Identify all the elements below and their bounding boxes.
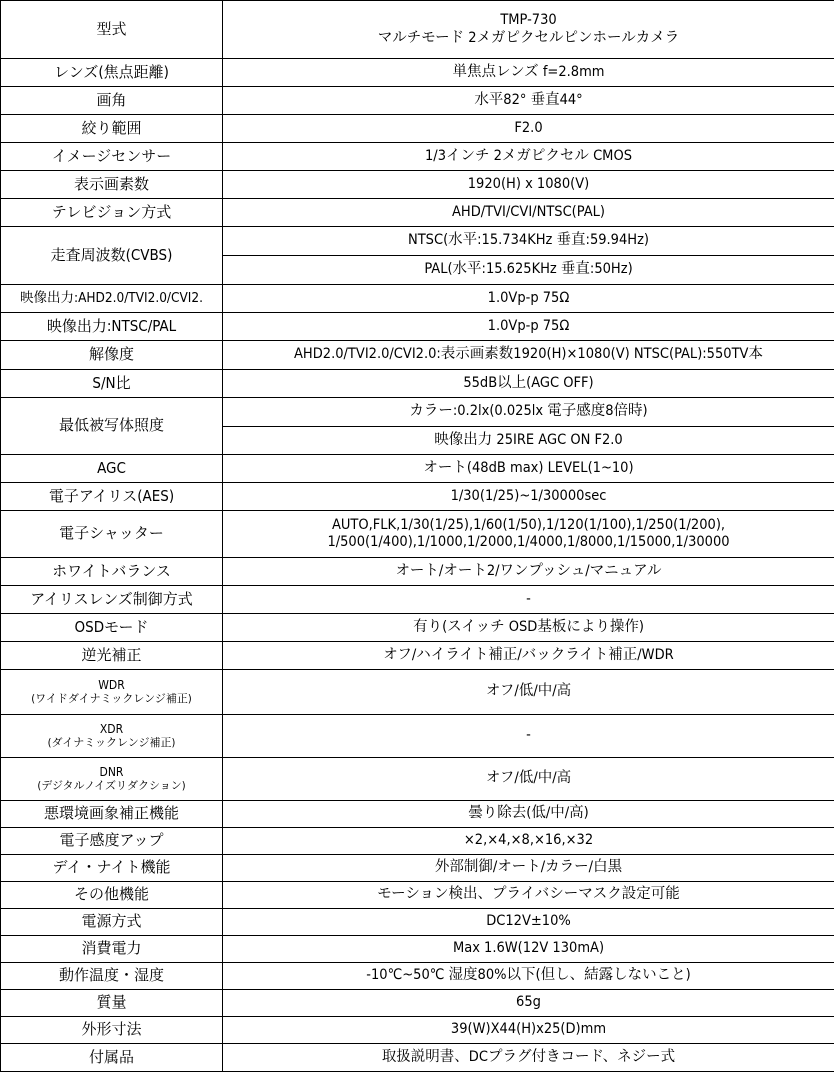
table-row [1,398,834,427]
spec-label: 電源方式 [1,909,223,936]
spec-label: イメージセンサー [1,143,223,171]
table-row [1,59,834,87]
spec-value: DC12V±10% [223,909,834,936]
model-number: TMP-730 [225,12,832,29]
spec-value: 映像出力 25IRE AGC ON F2.0 [223,427,834,455]
table-row [1,614,834,642]
spec-value: F2.0 [223,115,834,143]
spec-value: 55dB以上(AGC OFF) [223,370,834,398]
table-row [1,285,834,313]
table-row [1,171,834,199]
table-row [1,670,834,715]
table-row [1,909,834,936]
spec-label: ホワイトバランス [1,558,223,586]
spec-label: AGC [1,455,223,483]
spec-label: デイ・ナイト機能 [1,855,223,882]
table-row [1,455,834,483]
spec-value: 1/30(1/25)~1/30000sec [223,483,834,511]
table-row [1,715,834,758]
spec-value: モーション検出、プライバシーマスク設定可能 [223,882,834,909]
spec-label: 映像出力:NTSC/PAL [1,313,223,341]
spec-label: 逆光補正 [1,642,223,670]
spec-label [1,715,223,758]
shutter-speeds-line-2: 1/500(1/400),1/1000,1/2000,1/4000,1/8000,1/15000,1/30000 [225,534,832,551]
table-row [1,758,834,801]
spec-label-sub: (デジタルノイズリダクション) [3,780,220,793]
spec-label: 付属品 [1,1044,223,1072]
shutter-speeds-line-1: AUTO,FLK,1/30(1/25),1/60(1/50),1/120(1/100),1/250(1/200), [225,517,832,534]
table-row [1,313,834,341]
spec-value: ×2,×4,×8,×16,×32 [223,828,834,855]
spec-label: S/N比 [1,370,223,398]
table-row [1,936,834,963]
table-row [1,341,834,370]
spec-value: オート(48dB max) LEVEL(1~10) [223,455,834,483]
table-row [1,558,834,586]
spec-value: 65g [223,990,834,1017]
table-row [1,828,834,855]
spec-label: 悪環境画象補正機能 [1,801,223,828]
spec-value: 1.0Vp-p 75Ω [223,313,834,341]
spec-label: 表示画素数 [1,171,223,199]
spec-value: カラー:0.2lx(0.025lx 電子感度8倍時) [223,398,834,427]
table-row [1,1044,834,1072]
spec-label [1,670,223,715]
spec-label: アイリスレンズ制御方式 [1,586,223,614]
spec-value: NTSC(水平:15.734KHz 垂直:59.94Hz) [223,227,834,256]
spec-label: 電子アイリス(AES) [1,483,223,511]
spec-label: 電子感度アップ [1,828,223,855]
spec-label: レンズ(焦点距離) [1,59,223,87]
spec-label: 解像度 [1,341,223,370]
spec-value: 外部制御/オート/カラー/白黒 [223,855,834,882]
spec-label: 映像出力:AHD2.0/TVI2.0/CVI2. [1,285,223,313]
spec-label: 外形寸法 [1,1017,223,1044]
table-row [1,115,834,143]
table-row [1,511,834,558]
spec-label: 質量 [1,990,223,1017]
table-row [1,990,834,1017]
spec-label: 絞り範囲 [1,115,223,143]
spec-value: Max 1.6W(12V 130mA) [223,936,834,963]
spec-label: テレビジョン方式 [1,199,223,227]
spec-value: - [223,715,834,758]
spec-value [223,511,834,558]
spec-value: 単焦点レンズ f=2.8mm [223,59,834,87]
table-row [1,227,834,256]
spec-label-main: DNR [3,766,220,780]
spec-value: 1/3インチ 2メガピクセル CMOS [223,143,834,171]
model-description: マルチモード 2メガピクセルピンホールカメラ [225,30,832,47]
spec-label [1,758,223,801]
spec-value: 取扱説明書、DCプラグ付きコード、ネジー式 [223,1044,834,1072]
spec-label: 最低被写体照度 [1,398,223,455]
table-row [1,855,834,882]
spec-label: 画角 [1,87,223,115]
spec-label-sub: (ダイナミックレンジ補正) [3,737,220,750]
table-row [1,370,834,398]
spec-label-main: WDR [3,679,220,693]
table-row [1,586,834,614]
spec-label: 走査周波数(CVBS) [1,227,223,285]
table-row [1,1,834,59]
spec-label: 型式 [1,1,223,59]
table-row [1,642,834,670]
spec-label-sub: (ワイドダイナミックレンジ補正) [3,693,220,706]
spec-value: 1.0Vp-p 75Ω [223,285,834,313]
spec-value: -10℃~50℃ 湿度80%以下(但し、結露しないこと) [223,963,834,990]
table-row [1,199,834,227]
spec-label-main: XDR [3,723,220,737]
spec-value: AHD/TVI/CVI/NTSC(PAL) [223,199,834,227]
spec-value: PAL(水平:15.625KHz 垂直:50Hz) [223,256,834,285]
spec-label: 電子シャッター [1,511,223,558]
table-row [1,963,834,990]
spec-value: 曇り除去(低/中/高) [223,801,834,828]
spec-label: OSDモード [1,614,223,642]
spec-value: 水平82° 垂直44° [223,87,834,115]
table-row [1,143,834,171]
spec-label: 動作温度・湿度 [1,963,223,990]
spec-value: オフ/低/中/高 [223,758,834,801]
spec-label: その他機能 [1,882,223,909]
spec-value: オフ/低/中/高 [223,670,834,715]
spec-value: - [223,586,834,614]
table-row [1,801,834,828]
spec-value: 1920(H) x 1080(V) [223,171,834,199]
table-row [1,882,834,909]
spec-value: オート/オート2/ワンプッシュ/マニュアル [223,558,834,586]
spec-value: オフ/ハイライト補正/バックライト補正/WDR [223,642,834,670]
spec-value: AHD2.0/TVI2.0/CVI2.0:表示画素数1920(H)×1080(V) NTSC(PAL):550TV本 [223,341,834,370]
table-row [1,1017,834,1044]
table-row [1,87,834,115]
table-row [1,483,834,511]
spec-value [223,1,834,59]
spec-value: 有り(スイッチ OSD基板により操作) [223,614,834,642]
spec-value: 39(W)X44(H)x25(D)mm [223,1017,834,1044]
spec-label: 消費電力 [1,936,223,963]
